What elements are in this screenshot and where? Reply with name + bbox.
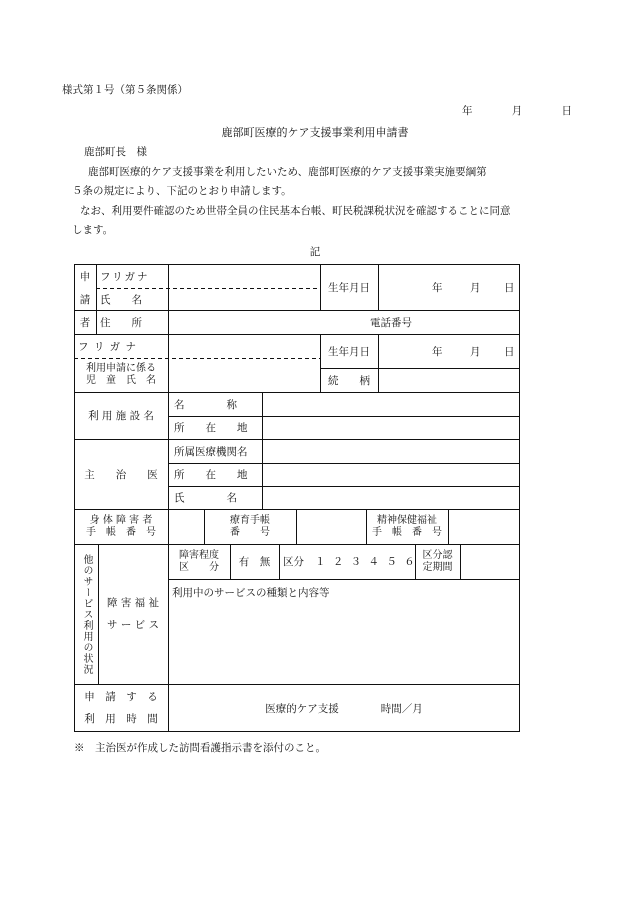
doctor-location-label: 所 在 地 <box>174 469 248 481</box>
date-line <box>462 103 572 118</box>
welfare-service-label-line1: 障 害 福 祉 <box>106 597 159 609</box>
mental-health-label-line1: 精神保健福祉 <box>377 514 437 526</box>
applicant-birthdate-field[interactable] <box>378 264 520 310</box>
facility-name-field[interactable] <box>262 392 520 416</box>
physical-disability-label <box>74 509 168 544</box>
document-title: 鹿部町医療的ケア支援事業利用申請書 <box>221 126 409 139</box>
requested-time-field[interactable] <box>168 684 520 732</box>
exists-option[interactable]: 有 無 <box>238 556 271 568</box>
relation-field[interactable] <box>378 368 520 392</box>
welfare-service-label <box>98 544 168 684</box>
applicant-name-field[interactable] <box>170 288 322 310</box>
child-name-label <box>74 358 168 392</box>
consent-paragraph-line1: なお、利用要件確認のため世帯全員の住民基本台帳、町民税課税状況を確認することに同意 <box>80 205 511 217</box>
applicant-address-field[interactable] <box>170 310 520 334</box>
services-detail-field[interactable] <box>168 579 520 684</box>
ryouiku-number-field[interactable] <box>296 509 366 544</box>
child-birthdate-field[interactable] <box>378 334 520 368</box>
applicant-group-char-1: 申 <box>79 270 91 283</box>
applicant-group-char-3: 者 <box>79 316 91 329</box>
date-month: 月 <box>511 105 523 117</box>
ryouiku-label <box>204 509 296 544</box>
applicant-furigana-label: フリガナ <box>100 270 150 283</box>
child-name-field[interactable] <box>170 358 322 392</box>
disability-degree-label <box>168 544 230 579</box>
requested-time-label-line2: 利 用 時 間 <box>84 713 158 725</box>
request-paragraph-line1: 鹿部町医療的ケア支援事業を利用したいため、鹿部町医療的ケア支援事業実施要綱第 <box>88 166 487 178</box>
class-options: １ ２ ３ ４ ５ ６ <box>315 556 417 568</box>
child-birth-year: 年 <box>432 345 443 358</box>
facility-label: 利 用 施 設 名 <box>88 410 154 422</box>
child-birth-month: 月 <box>470 345 481 358</box>
physical-disability-label-line2: 手 帳 番 号 <box>86 526 156 538</box>
certification-period-field[interactable] <box>460 544 520 579</box>
requested-time-label-line1: 申 請 す る <box>84 691 158 703</box>
child-name-label-line1: 利用申請に係る <box>86 363 156 374</box>
child-furigana-field[interactable] <box>170 334 322 358</box>
disability-degree-label-line2: 区 分 <box>179 561 219 573</box>
requested-time-value: 医療的ケア支援 時間／月 <box>265 702 423 715</box>
class-label: 区分 <box>283 556 304 568</box>
requested-time-label <box>74 684 168 732</box>
applicant-birth-label: 生年月日 <box>328 281 370 294</box>
addressee: 鹿部町長 様 <box>84 146 147 158</box>
consent-paragraph-line2: します。 <box>72 224 114 236</box>
ryouiku-label-line2: 番 号 <box>230 526 270 538</box>
applicant-group-char-2: 請 <box>79 293 91 306</box>
applicant-birth-day: 日 <box>504 281 515 294</box>
applicant-name-label: 氏 名 <box>100 293 142 306</box>
form-number: 様式第１号（第５条関係） <box>62 84 188 96</box>
certification-period-label <box>415 544 460 579</box>
child-furigana-label: フ リ ガ ナ <box>78 340 138 353</box>
applicant-address-label: 住 所 <box>100 316 142 329</box>
certification-period-label-line1: 区分認 <box>422 549 453 561</box>
disability-degree-label-line1: 障害程度 <box>179 549 219 561</box>
other-services-label: 他のサービス利用の状況 <box>81 553 92 675</box>
applicant-birth-month: 月 <box>470 281 481 294</box>
doctor-label: 主 治 医 <box>84 468 158 481</box>
child-birth-day: 日 <box>504 345 515 358</box>
physical-disability-number-field[interactable] <box>168 509 204 544</box>
welfare-service-label-line2: サ ー ビ ス <box>106 619 159 631</box>
doctor-name-label: 氏 名 <box>174 492 237 504</box>
request-paragraph <box>72 163 552 201</box>
facility-location-field[interactable] <box>262 416 520 439</box>
request-paragraph-line2: ５条の規定により、下記のとおり申請します。 <box>72 185 292 197</box>
certification-period-label-line2: 定期間 <box>422 561 453 573</box>
date-year: 年 <box>462 105 473 117</box>
applicant-birth-year: 年 <box>432 281 443 294</box>
child-birth-label: 生年月日 <box>328 345 370 358</box>
application-form-table <box>74 264 520 732</box>
child-name-label-line2: 児 童 氏 名 <box>86 375 156 386</box>
facility-name-label: 名 称 <box>174 398 237 411</box>
footnote: ※ 主治医が作成した訪問看護指示書を添付のこと。 <box>74 742 326 754</box>
mental-health-label-line2: 手 帳 番 号 <box>372 526 442 538</box>
mental-health-number-field[interactable] <box>448 509 520 544</box>
ki-heading: 記 <box>309 246 321 258</box>
doctor-institution-field[interactable] <box>262 439 520 463</box>
phone-label: 電話番号 <box>370 316 412 329</box>
date-day: 日 <box>561 105 572 117</box>
ryouiku-label-line1: 療育手帳 <box>230 514 270 526</box>
doctor-institution-label: 所属医療機関名 <box>174 445 248 458</box>
applicant-furigana-field[interactable] <box>170 264 322 288</box>
mental-health-label <box>366 509 448 544</box>
services-note: 利用中のサービスの種類と内容等 <box>172 587 330 599</box>
class-selector[interactable] <box>279 544 415 579</box>
consent-paragraph <box>72 202 572 240</box>
physical-disability-label-line1: 身 体 障 害 者 <box>89 514 153 526</box>
doctor-name-field[interactable] <box>262 486 520 509</box>
relation-label: 続 柄 <box>328 374 370 387</box>
doctor-location-field[interactable] <box>262 463 520 486</box>
facility-location-label: 所 在 地 <box>174 422 248 434</box>
